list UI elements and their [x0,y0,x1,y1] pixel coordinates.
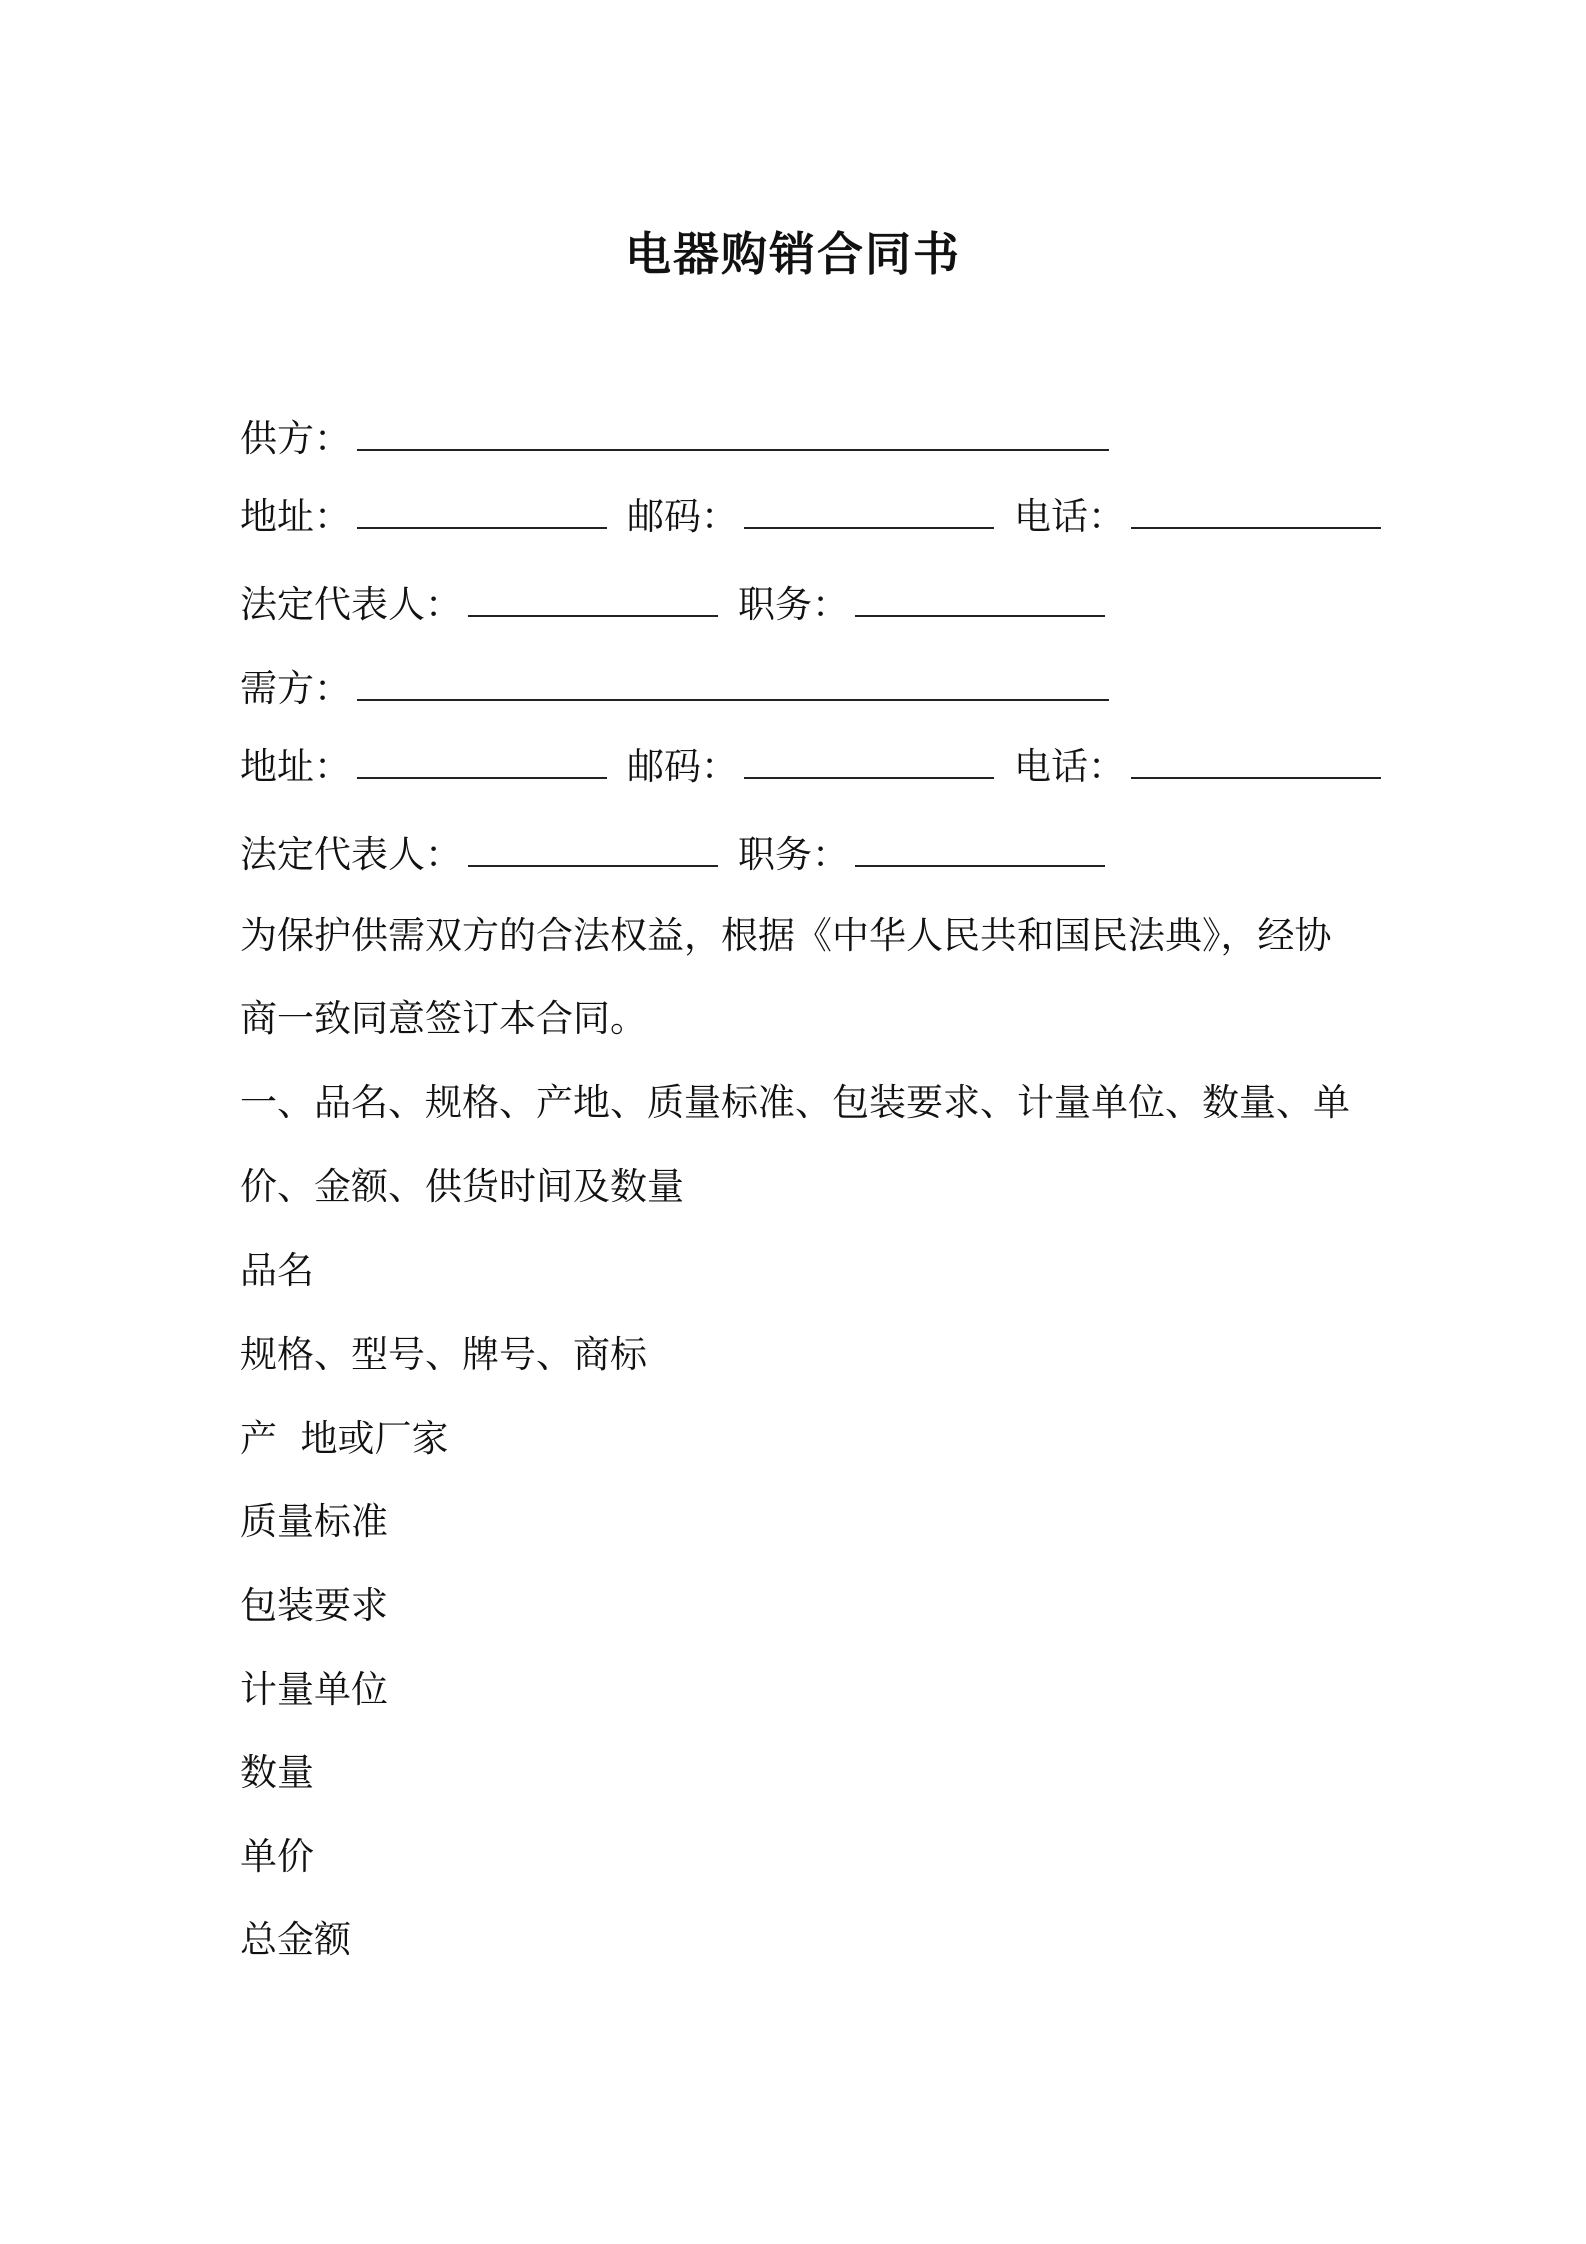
buyer-address-label: 地址： [240,745,351,788]
supplier-row [240,414,1109,464]
item-quantity: 数量 [240,1751,314,1794]
supplier-phone-label: 电话： [1014,495,1125,538]
buyer-label: 需方： [240,667,351,710]
buyer-legal-rep-field[interactable] [468,831,718,867]
supplier-legal-rep-field[interactable] [468,581,718,617]
section-1-heading-line-1: 一、品名、规格、产地、质量标准、包装要求、计量单位、数量、单 [240,1081,1350,1124]
supplier-postcode-field[interactable] [744,493,994,529]
buyer-position-label: 职务： [738,833,849,876]
item-packaging: 包装要求 [240,1584,388,1627]
supplier-legal-rep-label: 法定代表人： [240,583,462,626]
buyer-name-field[interactable] [357,665,1109,701]
buyer-postcode-field[interactable] [744,743,994,779]
item-total-amount: 总金额 [240,1918,351,1961]
item-unit: 计量单位 [240,1668,388,1711]
buyer-contact-row [240,742,1381,792]
supplier-address-field[interactable] [357,493,607,529]
buyer-rep-row [240,830,1105,880]
intro-line-2: 商一致同意签订本合同。 [240,997,647,1040]
buyer-position-field[interactable] [855,831,1105,867]
document-title: 电器购销合同书 [625,227,961,281]
supplier-position-field[interactable] [855,581,1105,617]
item-unit-price: 单价 [240,1835,314,1878]
buyer-phone-field[interactable] [1131,743,1381,779]
supplier-contact-row [240,492,1381,542]
item-origin: 产 地或厂家 [240,1417,449,1460]
intro-line-1: 为保护供需双方的合法权益，根据《中华人民共和国民法典》，经协 [240,914,1332,957]
supplier-postcode-label: 邮码： [627,495,738,538]
item-spec-model: 规格、型号、牌号、商标 [240,1333,647,1376]
buyer-postcode-label: 邮码： [627,745,738,788]
supplier-label: 供方： [240,417,351,460]
buyer-phone-label: 电话： [1014,745,1125,788]
item-product-name: 品名 [240,1249,314,1292]
buyer-address-field[interactable] [357,743,607,779]
supplier-rep-row [240,580,1105,630]
supplier-phone-field[interactable] [1131,493,1381,529]
buyer-legal-rep-label: 法定代表人： [240,833,462,876]
buyer-row [240,664,1109,714]
supplier-position-label: 职务： [738,583,849,626]
supplier-address-label: 地址： [240,495,351,538]
section-1-heading-line-2: 价、金额、供货时间及数量 [240,1165,684,1208]
supplier-name-field[interactable] [357,415,1109,451]
item-quality-standard: 质量标准 [240,1500,388,1543]
